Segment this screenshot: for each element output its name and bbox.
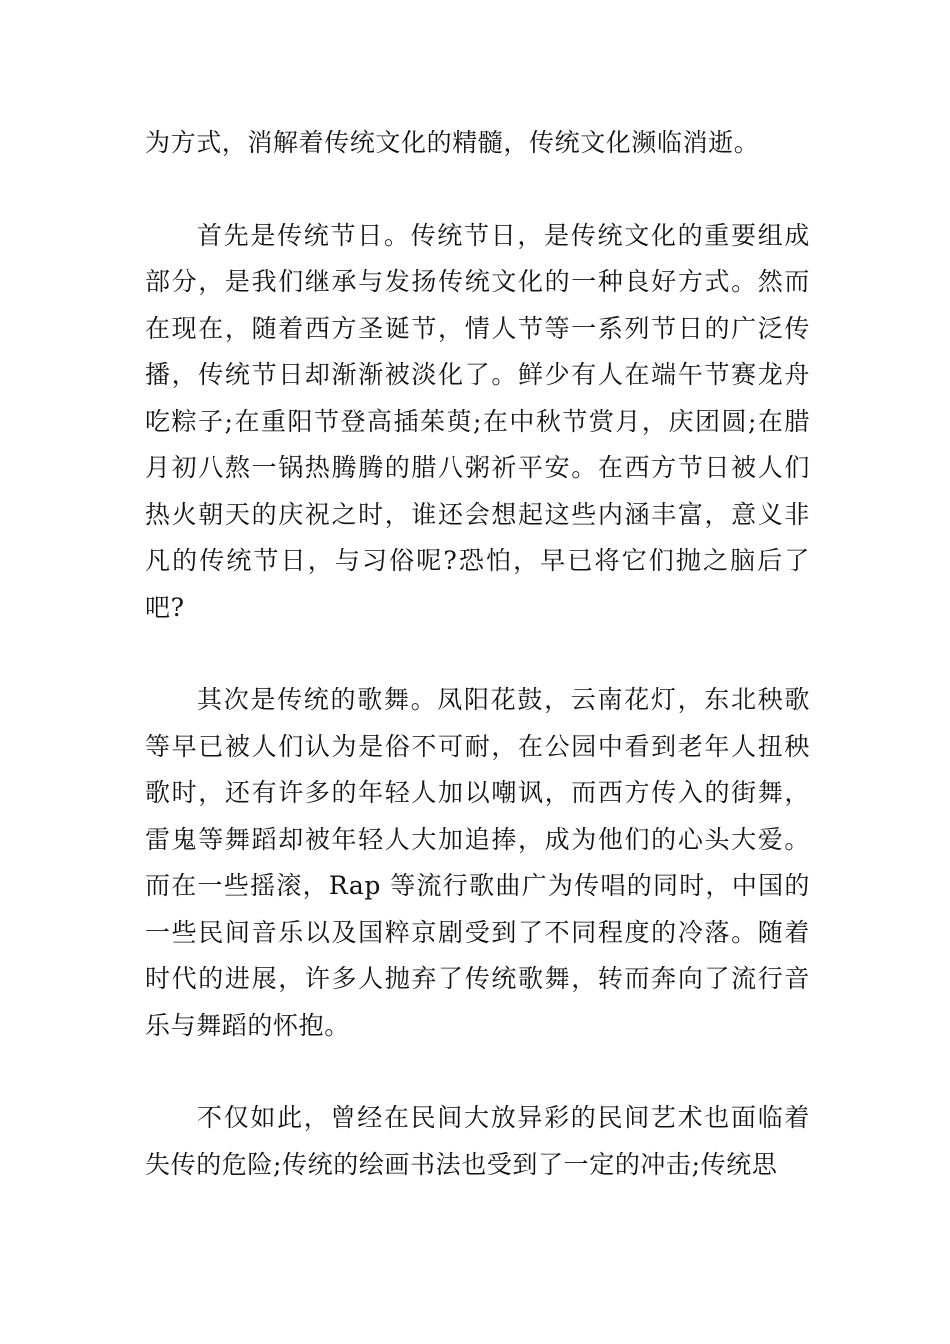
- paragraph-traditional-dance: 其次是传统的歌舞。凤阳花鼓，云南花灯，东北秧歌等早已被人们认为是俗不可耐，在公园中看到老年人扭秧歌时，还有许多的年轻人加以嘲讽，而西方传入的街舞，雷鬼等舞蹈却被年轻人大加追捧，成为他们的心头大爱。而在一些摇滚，Rap 等流行歌曲广为传唱的同时，中国的一些民间音乐以及国粹京剧受到了不同程度的冷落。随着时代的进展，许多人抛弃了传统歌舞，转而奔向了流行音乐与舞蹈的怀抱。: [145, 685, 810, 1040]
- paragraph-traditional-festivals: 首先是传统节日。传统节日，是传统文化的重要组成部分，是我们继承与发扬传统文化的一种良好方式。然而在现在，随着西方圣诞节，情人节等一系列节日的广泛传播，传统节日却渐渐被淡化了。鲜少有人在端午节赛龙舟吃粽子;在重阳节登高插茱萸;在中秋节赏月，庆团圆;在腊月初八熬一锅热腾腾的腊八粥祈平安。在西方节日被人们热火朝天的庆祝之时，谁还会想起这些内涵丰富，意义非凡的传统节日，与习俗呢?恐怕，早已将它们抛之脑后了吧?: [145, 220, 810, 622]
- document-page: [145, 120, 810, 1188]
- paragraph-gap: [145, 1049, 810, 1095]
- paragraph-gap: [145, 631, 810, 677]
- paragraph-gap: [145, 167, 810, 213]
- paragraph-folk-arts: 不仅如此，曾经在民间大放异彩的民间艺术也面临着失传的危险;传统的绘画书法也受到了一定的冲击;传统思: [145, 1103, 810, 1179]
- paragraph-continuation: 为方式，消解着传统文化的精髓，传统文化濒临消逝。: [145, 128, 760, 157]
